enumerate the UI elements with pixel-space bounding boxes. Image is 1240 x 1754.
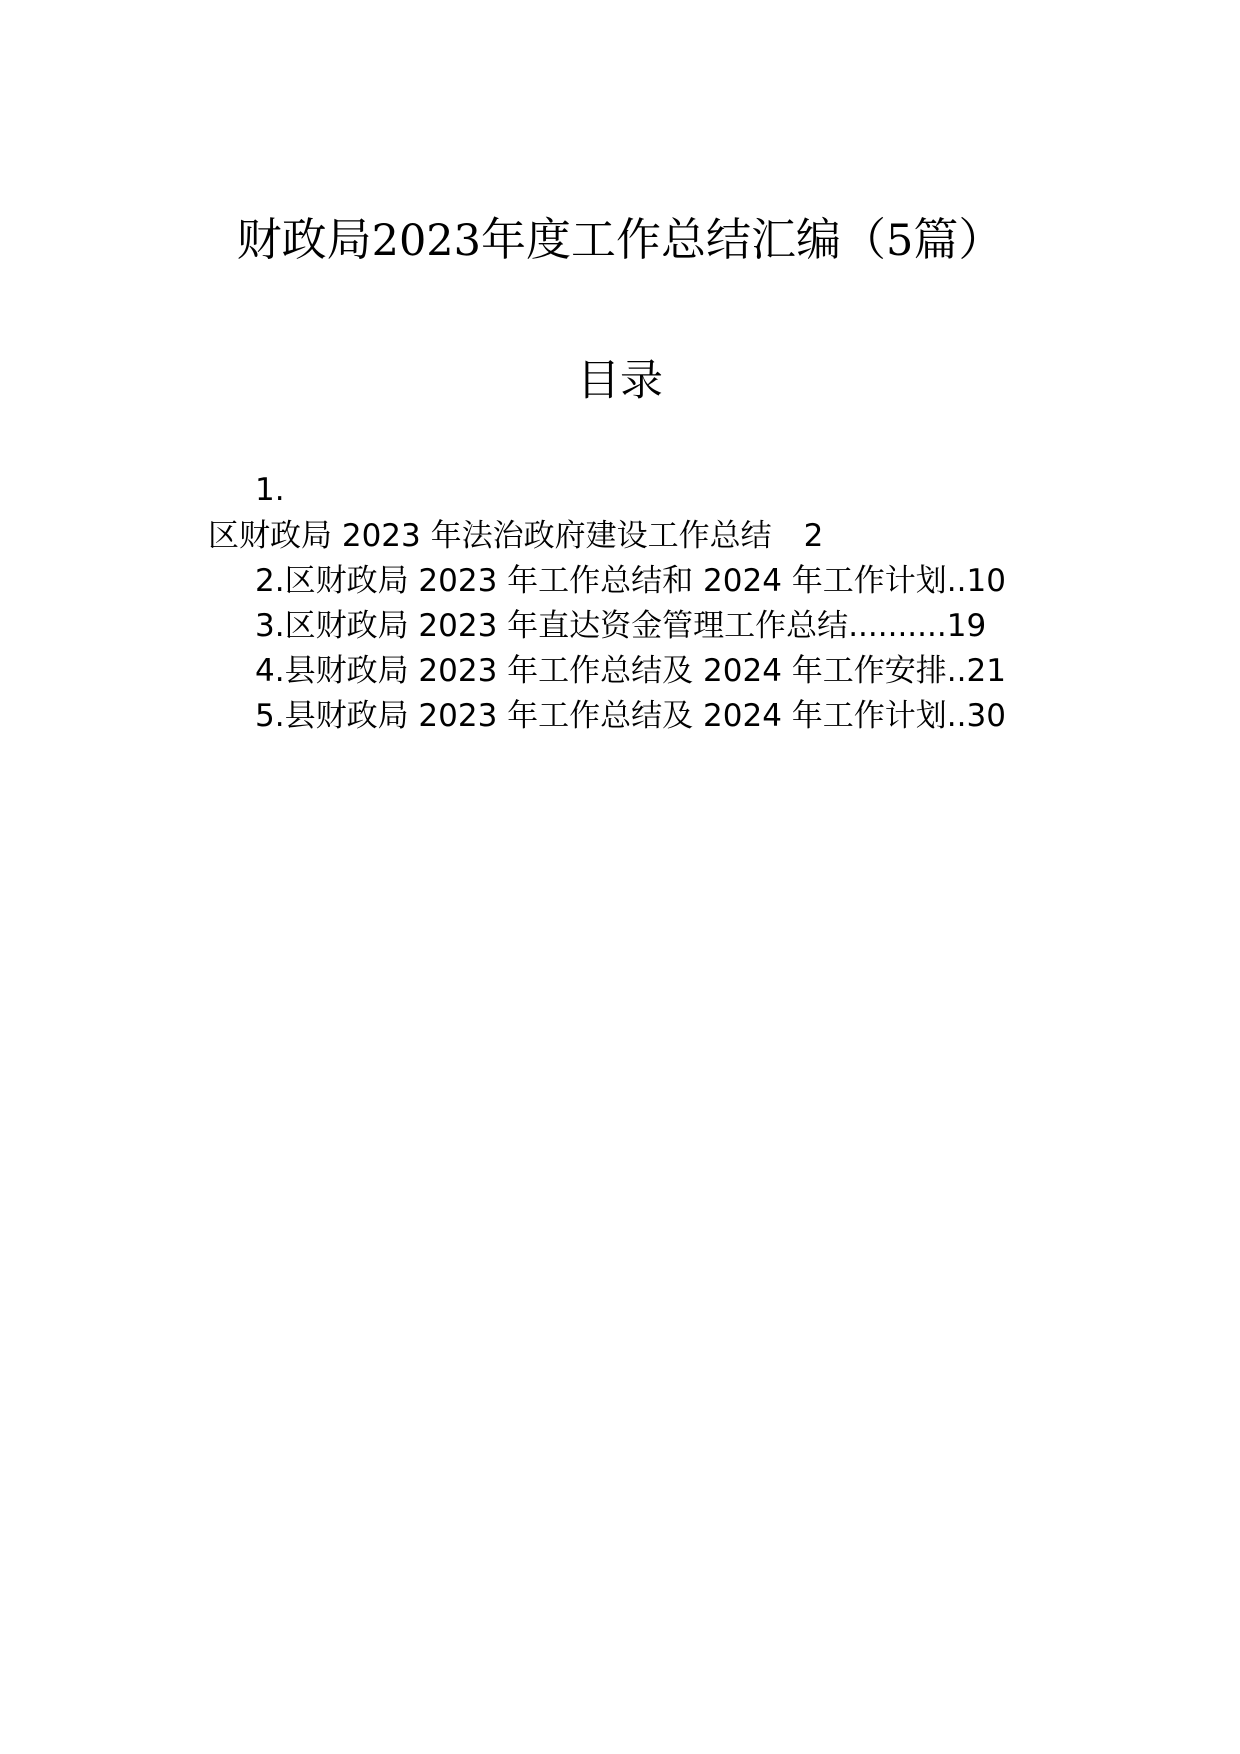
toc-entry-5[interactable] bbox=[255, 694, 1006, 738]
toc-entry-3[interactable] bbox=[255, 604, 986, 648]
toc-entry-number: 1. bbox=[255, 472, 285, 508]
title-year: 2023 bbox=[371, 216, 482, 266]
toc-entry-text: 区财政局 2023 年法治政府建设工作总结 bbox=[208, 518, 772, 554]
toc-entry-page: 2 bbox=[803, 518, 824, 554]
document-title bbox=[0, 210, 1240, 271]
toc-entry-text: 县财政局 2023 年工作总结及 2024 年工作计划 bbox=[284, 698, 947, 734]
toc-entry-1-number-line bbox=[255, 468, 285, 512]
title-prefix: 财政局 bbox=[236, 213, 372, 266]
toc-entry-number: 2. bbox=[255, 563, 285, 599]
toc-entry-leader: .. bbox=[946, 563, 967, 599]
toc-entry-number: 4. bbox=[255, 653, 285, 689]
toc-entry-page: 19 bbox=[946, 608, 987, 644]
toc-entry-leader: .. bbox=[946, 698, 967, 734]
toc-entry-page: 21 bbox=[966, 653, 1006, 689]
title-count: 5 bbox=[886, 216, 914, 266]
toc-entry-leader: .. bbox=[946, 653, 967, 689]
toc-entry-2[interactable] bbox=[255, 559, 1006, 603]
toc-entry-number: 5. bbox=[255, 698, 285, 734]
toc-entry-page: 30 bbox=[966, 698, 1006, 734]
toc-heading: 目录 bbox=[577, 356, 663, 406]
toc-entry-1[interactable] bbox=[208, 514, 823, 558]
title-suffix: 篇） bbox=[913, 213, 1004, 266]
toc-entry-text: 区财政局 2023 年直达资金管理工作总结 bbox=[284, 608, 849, 644]
toc-entry-text: 县财政局 2023 年工作总结及 2024 年工作安排 bbox=[284, 653, 947, 689]
toc-entry-text: 区财政局 2023 年工作总结和 2024 年工作计划 bbox=[284, 563, 947, 599]
toc-entry-4[interactable] bbox=[255, 649, 1006, 693]
toc-entry-number: 3. bbox=[255, 608, 285, 644]
title-middle: 年度工作总结汇编（ bbox=[481, 213, 887, 266]
toc-entry-page: 10 bbox=[966, 563, 1006, 599]
toc-entry-leader: .......... bbox=[848, 608, 947, 644]
